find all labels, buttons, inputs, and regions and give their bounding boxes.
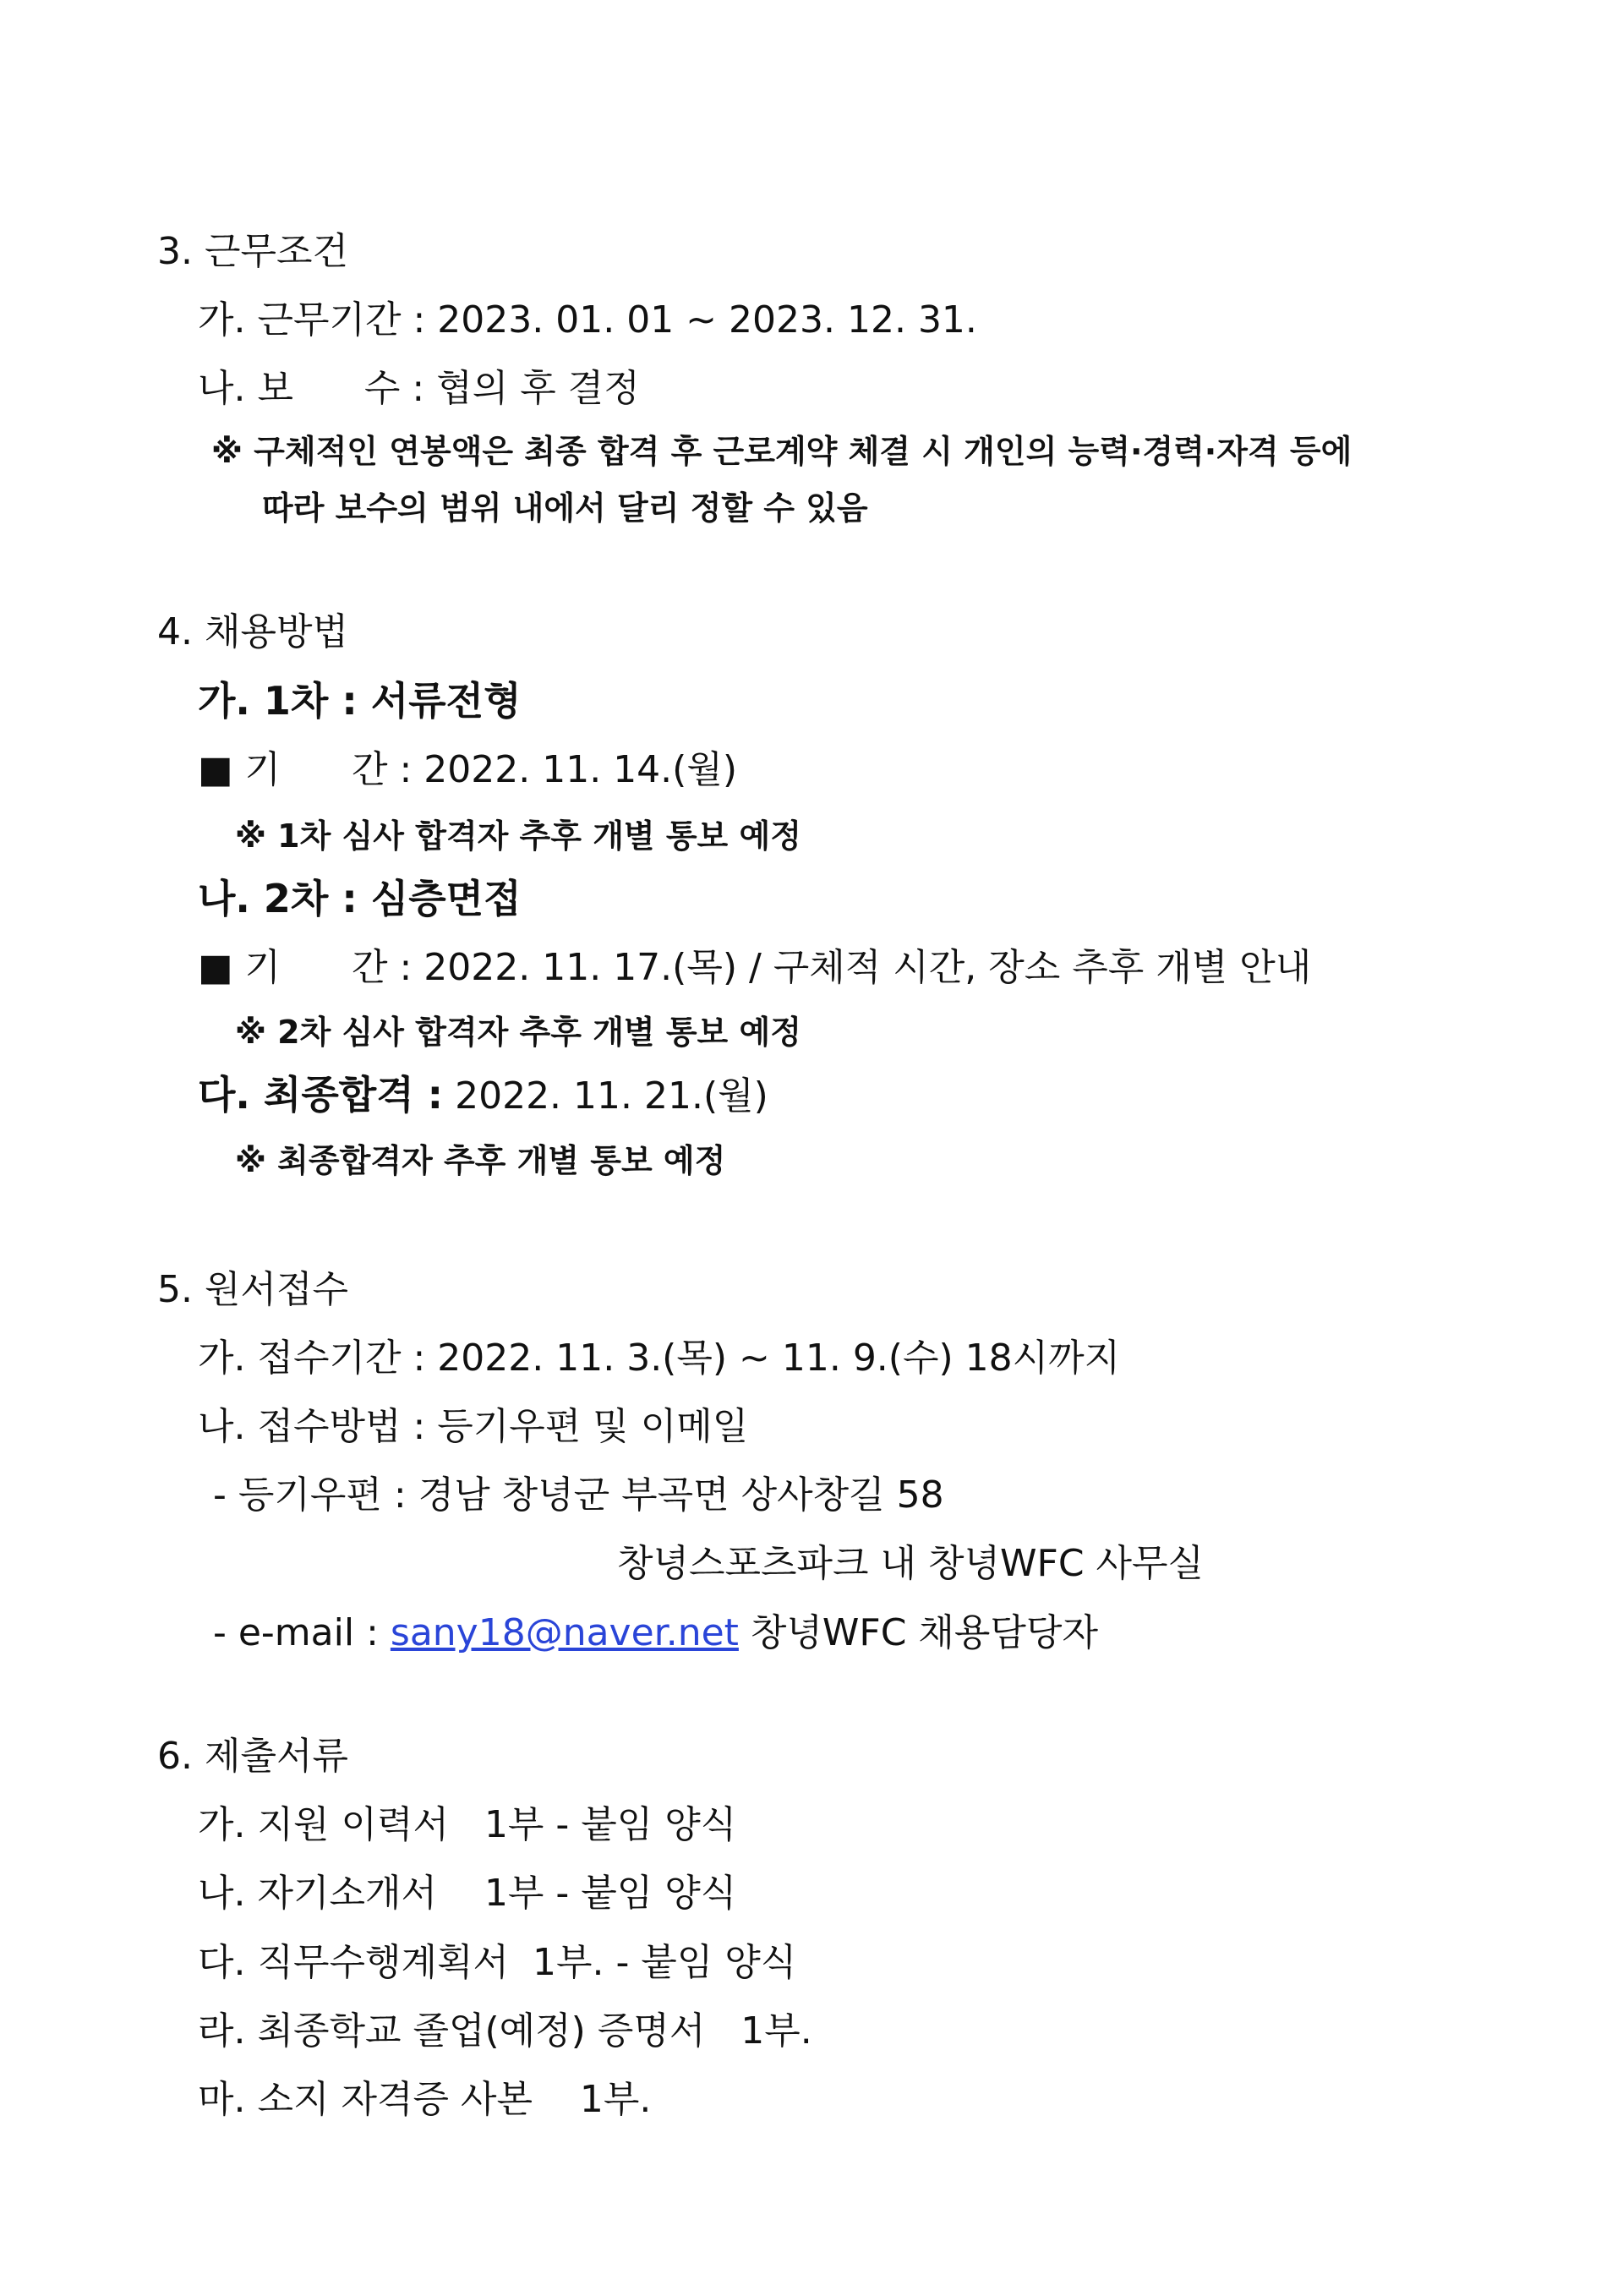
stage1-period: ■ 기 간 : 2022. 11. 14.(월) [198, 748, 738, 791]
final-pass-note: ※ 최종합격자 추후 개별 통보 예정 [235, 1142, 726, 1179]
stage1-note: ※ 1차 심사 합격자 추후 개별 통보 예정 [235, 817, 801, 855]
registered-mail-address: - 등기우편 : 경남 창녕군 부곡면 상사창길 58 [213, 1473, 944, 1517]
stage2-period: ■ 기 간 : 2022. 11. 17.(목) / 구체적 시간, 장소 추후 개별 안내 [198, 946, 1312, 989]
work-period: 가. 근무기간 : 2023. 01. 01 ~ 2023. 12. 31. [198, 298, 977, 342]
stage2-note: ※ 2차 심사 합격자 추후 개별 통보 예정 [235, 1014, 801, 1051]
email-line [213, 1611, 1098, 1654]
section-6-heading: 6. 제출서류 [157, 1735, 348, 1778]
final-pass-date: 2022. 11. 21.(월) [443, 1074, 768, 1118]
salary-note-line2: 따라 보수의 범위 내에서 달리 정할 수 있음 [262, 489, 868, 527]
doc-graduation-cert: 라. 최종학교 졸업(예정) 증명서 1부. [198, 2009, 812, 2053]
doc-license-copy: 마. 소지 자격증 사본 1부. [198, 2078, 652, 2121]
salary: 나. 보 수 : 협의 후 결정 [198, 367, 640, 410]
email-link[interactable]: sany18@naver.net [390, 1611, 739, 1654]
doc-resume: 가. 지원 이력서 1부 - 붙임 양식 [198, 1803, 737, 1846]
doc-self-intro: 나. 자기소개서 1부 - 붙임 양식 [198, 1872, 737, 1915]
doc-work-plan: 다. 직무수행계획서 1부. - 붙임 양식 [198, 1941, 797, 1984]
stage1-title: 가. 1차 : 서류전형 [198, 678, 522, 724]
section-3-heading: 3. 근무조건 [157, 230, 348, 273]
final-pass-label: 다. 최종합격 : [198, 1072, 444, 1118]
registered-mail-office: 창녕스포츠파크 내 창녕WFC 사무실 [617, 1542, 1205, 1585]
section-4-heading: 4. 채용방법 [157, 610, 348, 653]
email-suffix: 창녕WFC 채용담당자 [738, 1611, 1098, 1654]
email-prefix: - e-mail : [213, 1611, 391, 1654]
section-5-heading: 5. 원서접수 [157, 1268, 348, 1311]
application-method: 나. 접수방법 : 등기우편 및 이메일 [198, 1405, 749, 1448]
salary-note-line1: ※ 구체적인 연봉액은 최종 합격 후 근로계약 체결 시 개인의 능력·경력·자격 등에 [211, 433, 1352, 470]
stage2-title: 나. 2차 : 심층면접 [198, 876, 522, 921]
application-period: 가. 접수기간 : 2022. 11. 3.(목) ~ 11. 9.(수) 18시까지 [198, 1337, 1121, 1380]
final-pass [198, 1072, 768, 1118]
